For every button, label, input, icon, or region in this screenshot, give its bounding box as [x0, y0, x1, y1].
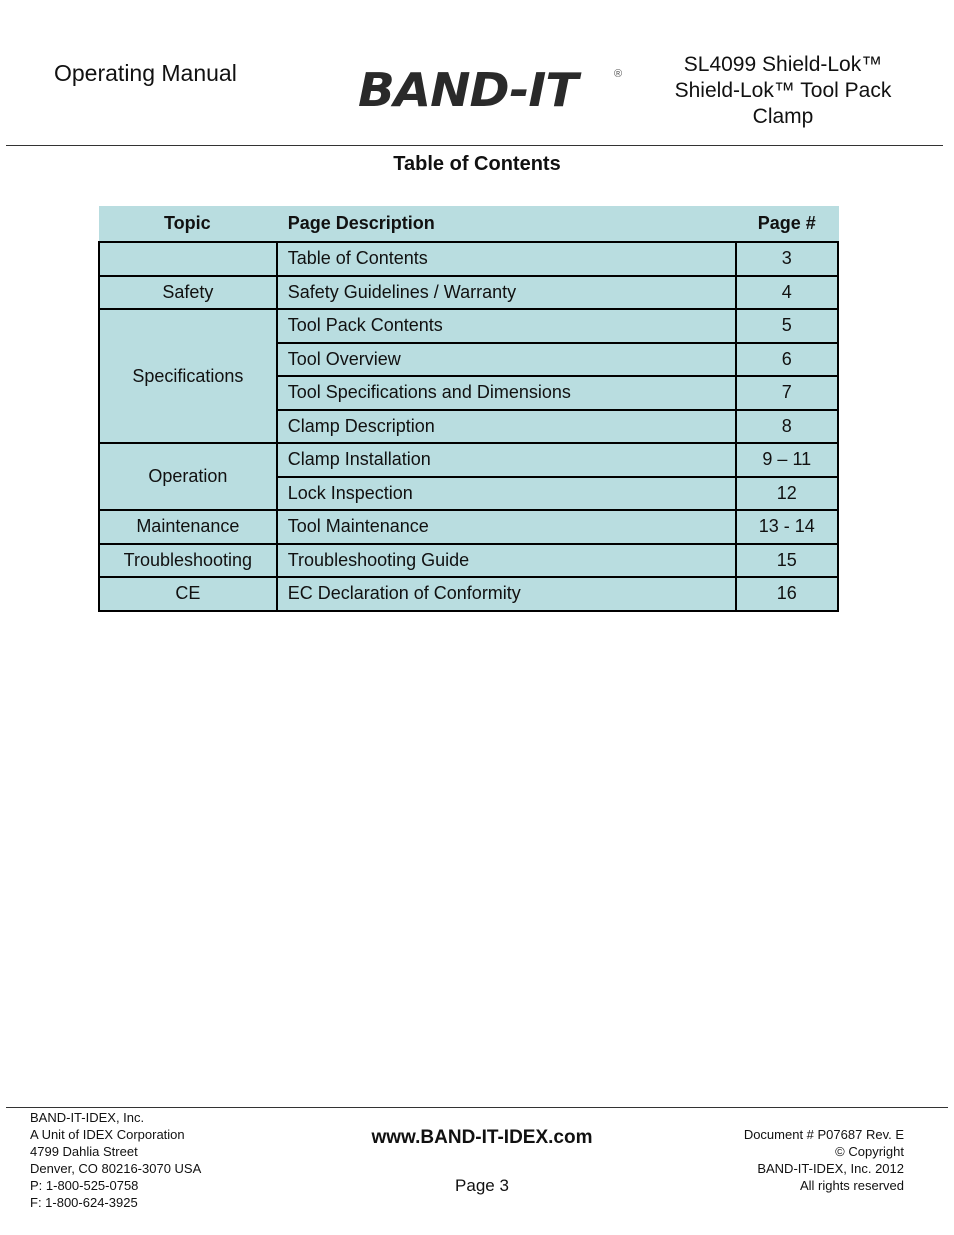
page-cell: 7	[736, 376, 838, 410]
page-cell: 4	[736, 276, 838, 310]
footer-divider	[6, 1107, 948, 1108]
registered-mark: ®	[614, 68, 623, 80]
address-line: A Unit of IDEX Corporation	[30, 1127, 185, 1142]
description-cell: EC Declaration of Conformity	[277, 577, 736, 611]
page-number: Page 3	[455, 1176, 509, 1195]
description-cell: Safety Guidelines / Warranty	[277, 276, 736, 310]
website-link[interactable]: www.BAND-IT-IDEX.com	[371, 1127, 593, 1148]
topic-cell: Operation	[99, 443, 277, 510]
manual-label: Operating Manual	[54, 60, 237, 86]
table-row	[99, 242, 838, 276]
phone-line: P: 1-800-525-0758	[30, 1178, 139, 1193]
table-row	[99, 544, 838, 578]
page-cell: 9 – 11	[736, 443, 838, 477]
address-line: BAND-IT-IDEX, Inc.	[30, 1110, 145, 1125]
description-cell: Tool Maintenance	[277, 510, 736, 544]
document-number: Document # P07687 Rev. E	[743, 1127, 904, 1142]
table-row	[99, 577, 838, 611]
topic-cell: CE	[99, 577, 277, 611]
table-row	[99, 443, 838, 477]
description-cell: Tool Overview	[277, 343, 736, 377]
page-cell: 8	[736, 410, 838, 444]
logo-text: BAND-IT	[358, 63, 578, 117]
copyright-line: © Copyright	[835, 1144, 904, 1159]
page-cell: 13 - 14	[736, 510, 838, 544]
column-header-page: Page #	[736, 206, 838, 242]
description-cell: Tool Specifications and Dimensions	[277, 376, 736, 410]
copyright-holder: BAND-IT-IDEX, Inc. 2012	[757, 1161, 904, 1176]
topic-cell	[99, 242, 277, 276]
column-header-topic: Topic	[99, 206, 277, 242]
toc-title: Table of Contents	[393, 153, 561, 175]
topic-cell: Troubleshooting	[99, 544, 277, 578]
header-divider	[6, 145, 943, 146]
product-line: Clamp	[752, 105, 814, 128]
product-line: Shield-Lok™ Tool Pack	[674, 79, 892, 102]
description-cell: Tool Pack Contents	[277, 309, 736, 343]
page-cell: 3	[736, 242, 838, 276]
table-row	[99, 309, 838, 343]
toc-header-row	[99, 206, 838, 242]
fax-line: F: 1-800-624-3925	[30, 1195, 138, 1210]
table-row	[99, 510, 838, 544]
description-cell: Troubleshooting Guide	[277, 544, 736, 578]
description-cell: Clamp Installation	[277, 443, 736, 477]
page-cell: 6	[736, 343, 838, 377]
column-header-description: Page Description	[277, 206, 736, 242]
document-info	[744, 1126, 904, 1194]
description-cell: Clamp Description	[277, 410, 736, 444]
toc-table	[98, 206, 839, 612]
page-cell: 15	[736, 544, 838, 578]
topic-cell: Specifications	[99, 309, 277, 443]
description-cell: Table of Contents	[277, 242, 736, 276]
page-cell: 12	[736, 477, 838, 511]
table-row	[99, 276, 838, 310]
description-cell: Lock Inspection	[277, 477, 736, 511]
rights-line: All rights reserved	[799, 1178, 904, 1193]
address-line: 4799 Dahlia Street	[30, 1144, 138, 1159]
page-cell: 16	[736, 577, 838, 611]
product-title	[650, 52, 916, 130]
address-line: Denver, CO 80216-3070 USA	[30, 1161, 202, 1176]
topic-cell: Safety	[99, 276, 277, 310]
band-it-logo	[358, 63, 623, 117]
page-cell: 5	[736, 309, 838, 343]
product-line: SL4099 Shield-Lok™	[683, 53, 883, 76]
topic-cell: Maintenance	[99, 510, 277, 544]
